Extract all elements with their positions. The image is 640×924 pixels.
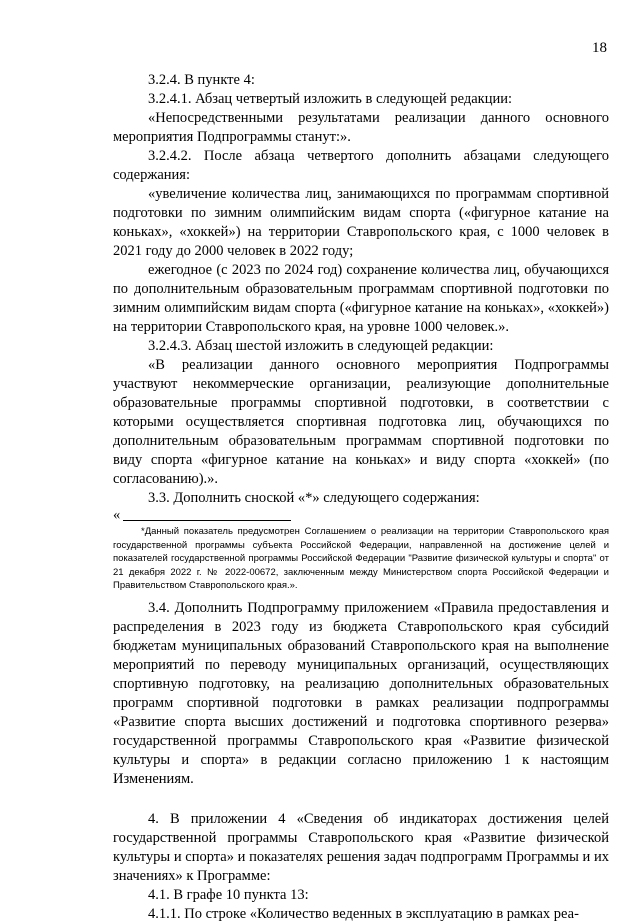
footnote-open-quote: « xyxy=(113,507,121,523)
paragraph: 3.2.4.2. После абзаца четвертого дополнить абзацами следующего содержания: xyxy=(113,148,609,183)
paragraph: ежегодное (с 2023 по 2024 год) сохранение количества лиц, обучающихся по дополнительным образовательным программам спортивной подготовки по зимним олимпийским видам спорта («фигурное катание на коньках», «хоккей») на территории Ставропольского края, на уровне 1000 человек.». xyxy=(113,262,609,335)
paragraph: «увеличение количества лиц, занимающихся по программам спортивной подготовки по зимним олимпийским видам спорта («фигурное катание на коньках», «хоккей») на территории Ставропольского края, с 1000 человек в 2021 году до 2000 человек в 2022 году; xyxy=(113,186,609,259)
document-body xyxy=(113,71,609,924)
paragraph: 4. В приложении 4 «Сведения об индикаторах достижения целей государственной программы Ставропольского края «Развитие физической культуры и спорта» и показателях решения задач подпрограмм Программы и их значениях» к Программе: xyxy=(113,810,609,884)
paragraph: 3.2.4. В пункте 4: xyxy=(148,72,255,88)
paragraph: 3.3. Дополнить сноской «*» следующего содержания: xyxy=(148,490,480,506)
footnote-rule-line xyxy=(123,520,291,521)
paragraph: 4.1. В графе 10 пункта 13: xyxy=(148,886,309,903)
paragraph: «Непосредственными результатами реализации данного основного мероприятия Подпрограммы станут:». xyxy=(113,110,609,145)
footnote-separator xyxy=(113,507,609,523)
paragraph: 4.1.1. По строке «Количество веденных в эксплуатацию в рамках реа- xyxy=(148,905,579,922)
paragraph-gap xyxy=(113,789,609,810)
paragraph: 3.2.4.3. Абзац шестой изложить в следующей редакции: xyxy=(148,338,494,354)
page-number: 18 xyxy=(592,40,607,56)
footnote-text: *Данный показатель предусмотрен Соглашением о реализации на территории Ставропольского края государственной программы субъекта Российской Федерации, направленной на достижение целей и показателей государственной программы Российской Федерации "Развитие физической культуры и спорта" от 21 декабря 2022 г. № 2022-00672, заключенным между Министерством спорта Российской Федерации и Правительством Ставропольского края.». xyxy=(113,526,609,591)
paragraph: 3.4. Дополнить Подпрограмму приложением «Правила предоставления и распределения в 2023 году из бюджета Ставропольского края субсидий бюджетам муниципальных образований Ставропольского края на выполнение мероприятий по переводу муниципальных организаций, осуществляющих спортивную подготовку, на реализацию дополнительных образовательных программ спортивной подготовки в рамках реализации подпрограммы «Развитие спорта высших достижений и подготовка спортивного резерва» государственной программы Ставропольского края «Развитие физической культуры и спорта» в редакции согласно приложению 1 к настоящим Изменениям. xyxy=(113,599,609,787)
paragraph: «В реализации данного основного мероприятия Подпрограммы участвуют некоммерческие организации, реализующие дополнительные образовательные программы спортивной подготовки, в соответствии с которыми осуществляется спортивная подготовка лиц, обучающихся по дополнительным образовательным программам спортивной подготовки по виду спорта «фигурное катание на коньках» и виду спорта «хоккей» (по согласованию).». xyxy=(113,357,609,487)
paragraph: 3.2.4.1. Абзац четвертый изложить в следующей редакции: xyxy=(148,91,513,107)
